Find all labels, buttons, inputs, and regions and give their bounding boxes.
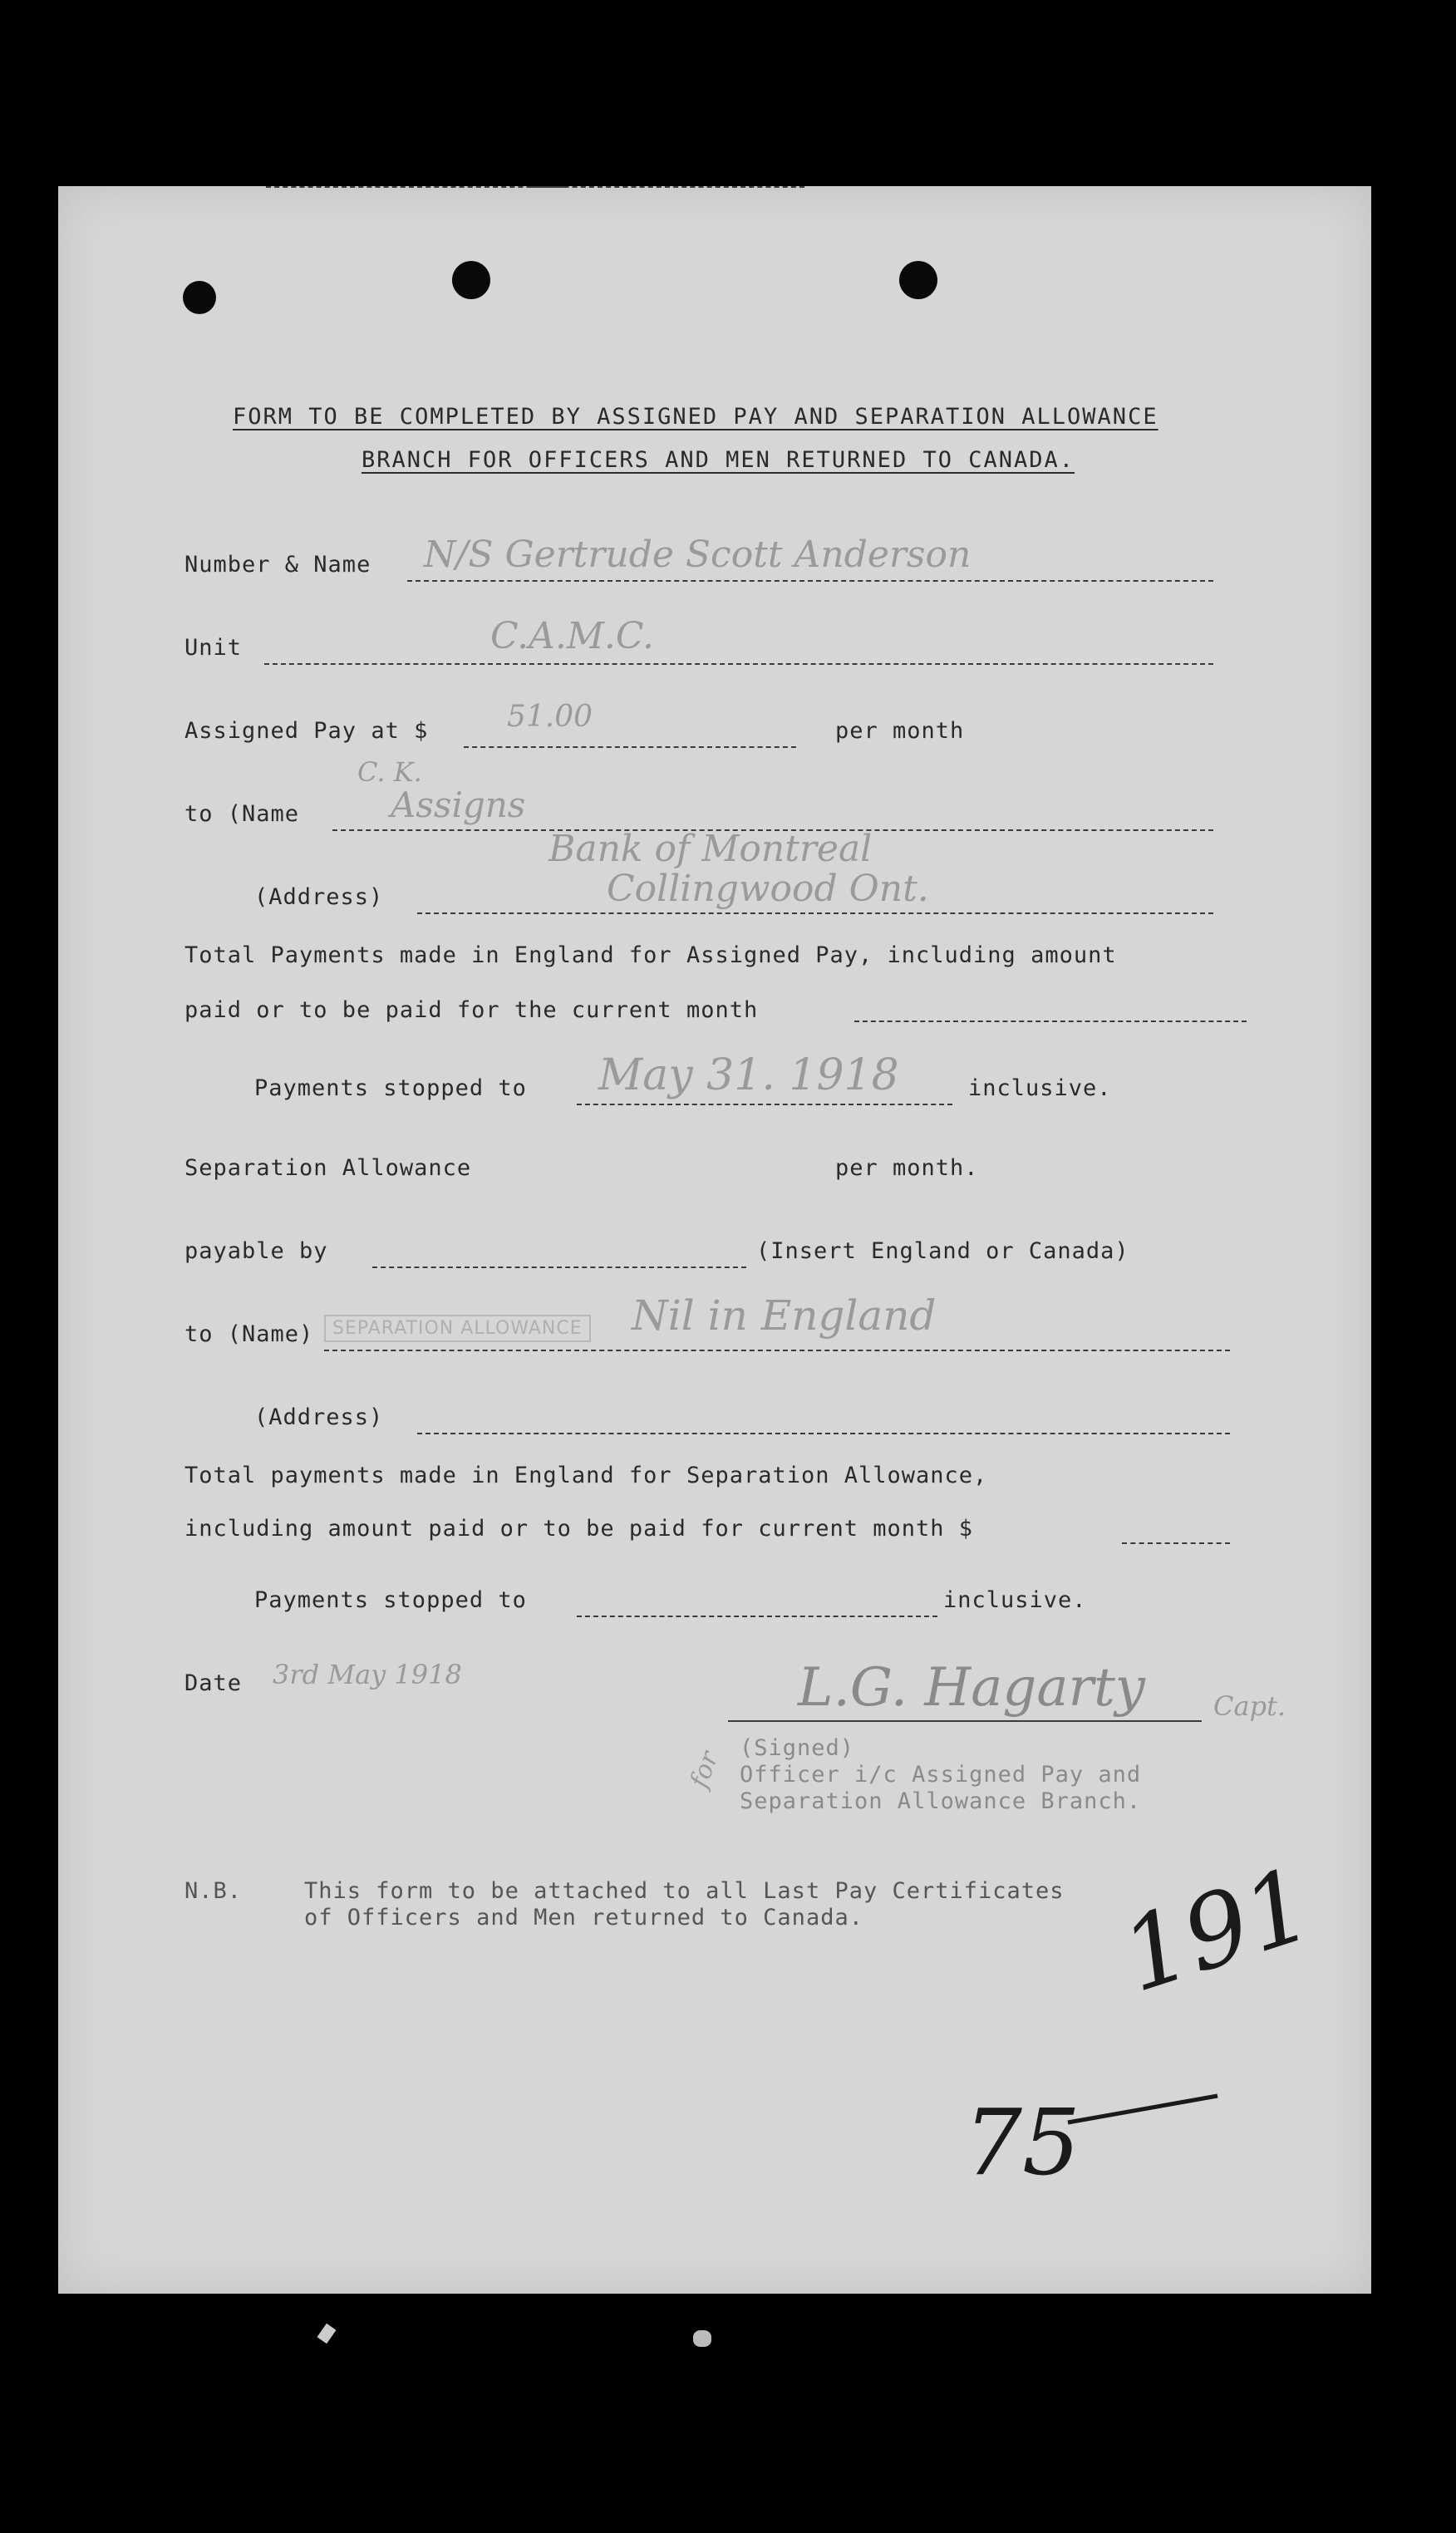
nb-line2: of Officers and Men returned to Canada. (304, 1905, 863, 1930)
address-line (417, 912, 1213, 914)
payments-stopped-value: May 31. 1918 (598, 1050, 899, 1100)
unit-line (264, 663, 1213, 665)
officer-line2: Separation Allowance Branch. (740, 1788, 1142, 1814)
total-payments-sep-line1: Total payments made in England for Separation Allowance, (184, 1463, 988, 1488)
unit-label: Unit (184, 635, 243, 661)
sep-address-line (417, 1433, 1230, 1434)
officer-line1: Officer i/c Assigned Pay and (740, 1762, 1142, 1788)
number-name-line (407, 580, 1213, 582)
address-line1-value: Bank of Montreal (548, 828, 873, 870)
margin-dash (1064, 2089, 1222, 2131)
date-label: Date (184, 1670, 243, 1696)
number-name-value: N/S Gertrude Scott Anderson (424, 534, 971, 576)
unit-value: C.A.M.C. (490, 615, 654, 657)
dust-speck-2 (693, 2330, 711, 2347)
inclusive-label2: inclusive. (943, 1587, 1087, 1613)
nb-label: N.B. (184, 1878, 243, 1904)
date-value: 3rd May 1918 (273, 1659, 462, 1690)
signature-value: L.G. Hagarty (798, 1657, 1145, 1719)
dust-speck-1 (317, 2324, 337, 2344)
punch-hole-center (452, 261, 490, 299)
total-payments-sep-line2: including amount paid or to be paid for current month $ (184, 1516, 974, 1542)
punch-hole-left (183, 281, 216, 314)
to-name-prefix-value: C. K. (357, 756, 422, 788)
signature-suffix: Capt. (1213, 1690, 1286, 1722)
form-title-line1: FORM TO BE COMPLETED BY ASSIGNED PAY AND SEPARATION ALLOWANCE (233, 404, 1158, 430)
date-line (266, 186, 565, 188)
to-name-label: to (Name (184, 801, 300, 827)
per-month-label: per month (835, 718, 965, 744)
payments-stopped-label: Payments stopped to (254, 1075, 527, 1101)
signed-label: (Signed) (740, 1735, 855, 1761)
separation-allowance-line (530, 186, 804, 188)
punch-hole-right (899, 261, 937, 299)
sep-to-name-label: to (Name) (184, 1321, 314, 1347)
sep-address-label: (Address) (254, 1404, 384, 1430)
document-page (58, 186, 1371, 2294)
total-payments-assigned-line2: paid or to be paid for the current month (184, 997, 759, 1023)
assigned-pay-value: 51.00 (507, 700, 593, 734)
margin-number-191: 191 (1109, 1847, 1326, 2015)
to-name-value: Assigns (391, 784, 526, 825)
form-title-line2: BRANCH FOR OFFICERS AND MEN RETURNED TO CANADA. (362, 447, 1075, 473)
assigned-pay-label: Assigned Pay at $ (184, 718, 429, 744)
payable-by-label: payable by (184, 1238, 328, 1264)
total-payments-assigned-line1: Total Payments made in England for Assigned Pay, including amount (184, 942, 1117, 968)
number-name-label: Number & Name (184, 552, 371, 578)
address-line2-value: Collingwood Ont. (607, 868, 929, 910)
total-payments-sep-line (1122, 1542, 1230, 1544)
assigned-pay-line (464, 746, 796, 748)
separation-allowance-stamp: SEPARATION ALLOWANCE (324, 1315, 591, 1342)
separation-allowance-label: Separation Allowance (184, 1155, 472, 1181)
signature-line (728, 1720, 1202, 1722)
payments-stopped-line (577, 1104, 952, 1105)
sep-to-name-line (324, 1350, 1230, 1351)
per-month-label2: per month. (835, 1155, 979, 1181)
margin-number-75: 75 (964, 2089, 1080, 2196)
sep-to-name-value: Nil in England (632, 1291, 937, 1340)
inclusive-label: inclusive. (968, 1075, 1112, 1101)
insert-england-canada-label: (Insert England or Canada) (756, 1238, 1129, 1264)
payable-by-line (372, 1266, 746, 1268)
payments-stopped-line2 (577, 1616, 937, 1617)
payments-stopped-label2: Payments stopped to (254, 1587, 527, 1613)
nb-line1: This form to be attached to all Last Pay Certificates (304, 1878, 1065, 1904)
signature-prefix: for (684, 1748, 725, 1792)
total-payments-assigned-line (854, 1021, 1247, 1022)
address-label: (Address) (254, 884, 384, 910)
